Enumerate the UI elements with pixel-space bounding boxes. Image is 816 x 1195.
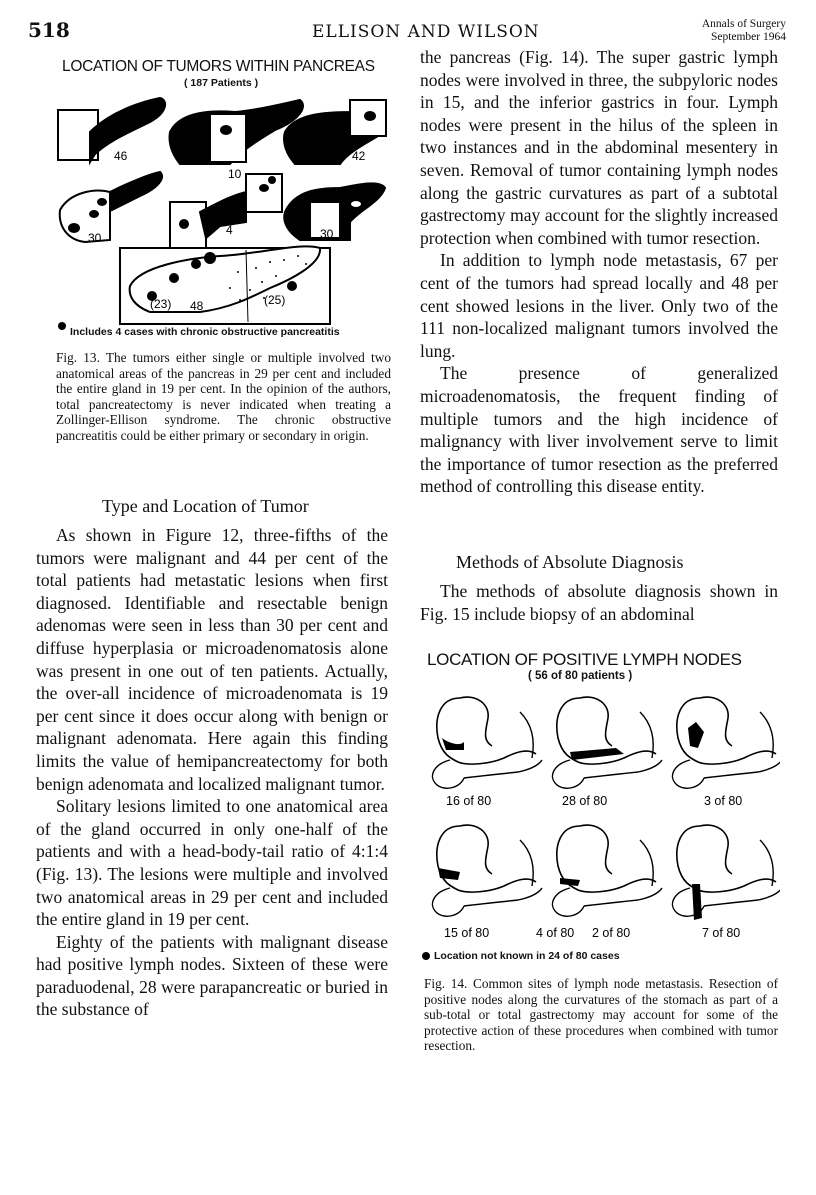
fig13-footnote: Includes 4 cases with chronic obstructive pancreatitis	[70, 326, 340, 338]
fig13-count-body: 10	[228, 167, 242, 181]
footnote-bullet-icon	[422, 952, 430, 960]
running-head-authors: ELLISON AND WILSON	[312, 22, 540, 42]
fig14-label-paraduodenal: 16 of 80	[446, 794, 492, 808]
paragraph: the pancreas (Fig. 14). The super gastric lymph nodes were involved in three, the subpyloric nodes in 15, and the inferior gastrics in four. Lymph nodes were present in the hilus of the spleen in two instances and in the abdominal mesentery in seven. Removal of tumor containing lymph nodes along the gastric curvatures as part of a subtotal gastrectomy may account for the slightly increased protection when combined with tumor resection.	[420, 47, 778, 248]
pancreas-head-multiple-panel	[60, 172, 162, 242]
stomach-diagram-supergastric	[672, 697, 780, 788]
left-column-body	[36, 524, 388, 1021]
fig14-lymph-node-diagram	[420, 688, 780, 938]
pancreas-body-panel	[169, 100, 302, 164]
paragraph: Solitary lesions limited to one anatomical area of the gland occurred in only one-half of the patients and with a head-body-tail ratio of 4:1:4 (Fig. 13). The lesions were multiple and involved two anatomical areas in 29 per cent and included the entire gland in 19 per cent.	[36, 796, 388, 930]
fig14-label-spleen: 2 of 80	[592, 926, 631, 938]
stomach-diagram-inferior-gastric-spleen	[552, 825, 662, 916]
fig13-count-entire-single: (23)	[150, 297, 172, 311]
fig14-label-subpyloric: 15 of 80	[444, 926, 490, 938]
pancreas-head-panel	[58, 98, 165, 162]
fig13-subtitle: ( 187 Patients )	[184, 77, 259, 89]
running-head-journal	[702, 18, 786, 44]
fig14-label-inferior-gastric: 4 of 80	[536, 926, 575, 938]
fig14-label-mesentery: 7 of 80	[702, 926, 741, 938]
fig13-count-entire-multiple: (25)	[264, 293, 286, 307]
stomach-diagram-paraduodenal	[432, 697, 542, 788]
paragraph: As shown in Figure 12, three-fifths of the tumors were malignant and 44 per cent of the total patients had metastatic lesions when first diagnosed. Identifiable and resectable benign adenomas were seen in less than 30 per cent and diffuse hyperplasia or microadenomatosis alone was present in one out of ten patients. Actually, the over-all incidence of microadenomata is 19 per cent since it does occur along with benign or malignant adenomata. Here again this finding limits the value of hemipancreatectomy for both benign adenomata and localized malignant tumor.	[36, 525, 388, 794]
fig13-title: LOCATION OF TUMORS WITHIN PANCREAS	[62, 58, 375, 75]
fig14-label-supergastric: 3 of 80	[704, 794, 743, 808]
fig13-count-body-tail: 30	[320, 227, 334, 241]
pancreas-body-tail-panel	[284, 183, 385, 240]
fig13-caption: Fig. 13. The tumors either single or multiple involved two anatomical areas of the pancreas in 29 per cent and included the entire gland in 19 per cent. In the opinion of the authors, total pancreatectomy is never indicated when treating a Zollinger-Ellison syndrome. The chronic obstructive pancreatitis could be either primary or secondary in origin.	[56, 350, 391, 443]
fig13-count-head-multiple: 30	[88, 231, 102, 245]
paragraph: The methods of absolute diagnosis shown in Fig. 15 include biopsy of an abdominal	[420, 581, 778, 624]
journal-date: September 1964	[710, 31, 786, 43]
right-column-body-2	[420, 580, 778, 625]
fig13-count-entire: 48	[190, 299, 204, 313]
journal-name: Annals of Surgery	[701, 18, 786, 30]
pancreas-entire-gland-panel	[120, 246, 330, 324]
fig14-subtitle: ( 56 of 80 patients )	[528, 670, 633, 682]
fig14-title: LOCATION OF POSITIVE LYMPH NODES	[427, 650, 742, 669]
fig14-footnote: Location not known in 24 of 80 cases	[434, 950, 620, 962]
right-column-body	[420, 46, 778, 498]
stomach-diagram-subpyloric	[432, 825, 542, 916]
paragraph: The presence of generalized microadenomatosis, the frequent finding of multiple tumors and the high incidence of malignancy with liver involvement serve to limit the importance of tumor resection as the preferred method of controlling this disease entity.	[420, 363, 778, 497]
section-heading-type-location: Type and Location of Tumor	[102, 496, 309, 516]
footnote-bullet-icon	[58, 322, 66, 330]
fig13-count-head-body: 4	[226, 223, 233, 237]
fig13-pancreas-diagram	[50, 92, 390, 330]
paragraph: Eighty of the patients with malignant disease had positive lymph nodes. Sixteen of these were paraduodenal, 28 were parapancreatic or buried in the substance of	[36, 931, 388, 1020]
section-heading-methods: Methods of Absolute Diagnosis	[456, 552, 684, 572]
page-number: 518	[28, 18, 70, 42]
paragraph: In addition to lymph node metastasis, 67 per cent of the tumors had spread locally and 48 per cent showed lesions in the liver. Only two of the 111 non-localized malignant tumors involved the lung.	[420, 250, 778, 361]
fig14-label-parapancreatic: 28 of 80	[562, 794, 608, 808]
fig13-count-head: 46	[114, 149, 128, 163]
stomach-diagram-parapancreatic	[552, 697, 662, 788]
fig13-count-tail: 42	[352, 149, 366, 163]
fig14-caption: Fig. 14. Common sites of lymph node metastasis. Resection of positive nodes along the curvatures of the stomach as part of a sub-total or total gastrectomy may account for some of the protective action of these procedures when combined with tumor resection.	[424, 976, 778, 1053]
stomach-diagram-mesentery	[672, 825, 780, 920]
